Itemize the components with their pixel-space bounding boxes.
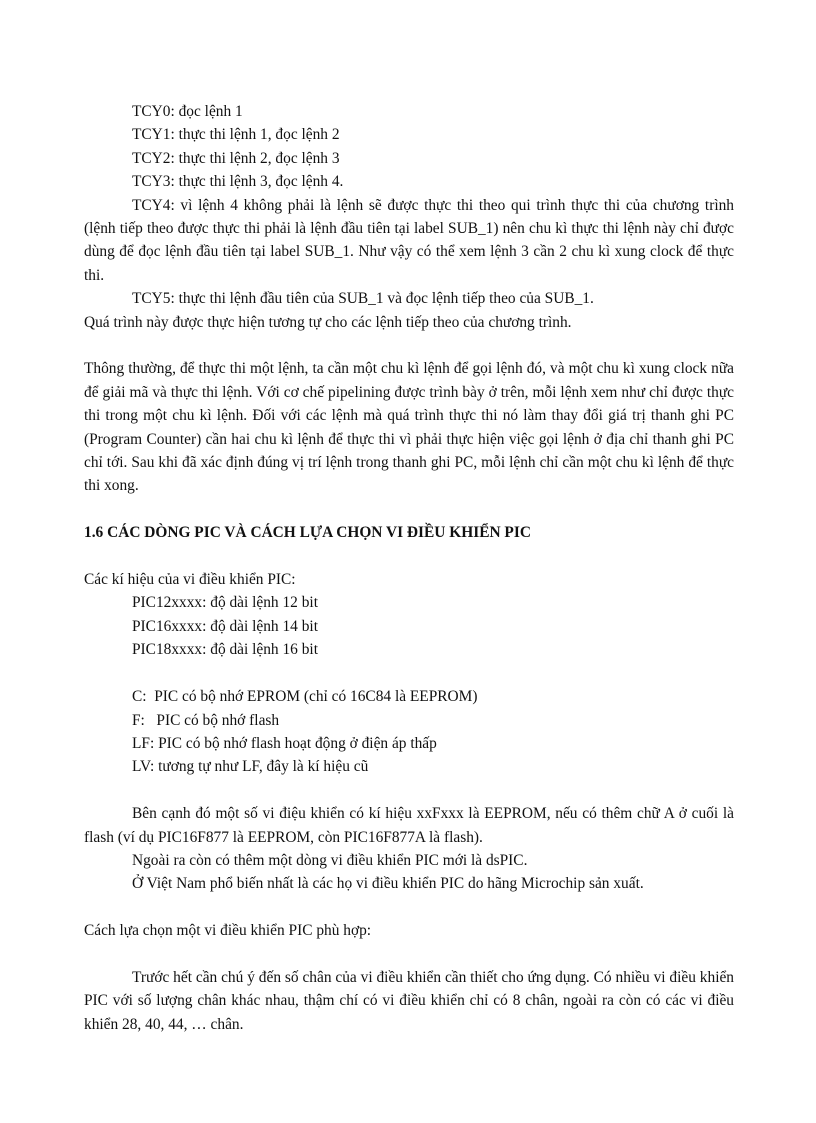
cycle-line-tcy2: TCY2: thực thi lệnh 2, đọc lệnh 3 [132,149,340,167]
spacer [84,498,734,521]
cycle-line-tcy0: TCY0: đọc lệnh 1 [132,103,243,120]
symbols-intro: Các kí hiệu của vi điều khiển PIC: [84,571,296,589]
spacer [84,662,734,685]
cycle-line-tcy5: TCY5: thực thi lệnh đầu tiên của SUB_1 và đọc lệnh tiếp theo của SUB_1. [132,290,594,308]
memory-type-f: F: PIC có bộ nhớ flash [132,711,280,729]
pipeline-paragraph: Thông thường, để thực thi một lệnh, ta cần một chu kì lệnh để gọi lệnh đó, và một chu kì xung clock nữa để giải mã và thực thi lệnh. Với cơ chế pipelining được trình bày ở trên, mỗi lệnh xem như chỉ được thực thi trong một chu kì lệnh. Đối với các lệnh mà quá trình thực thi nó làm thay đổi giá trị thanh ghi PC (Program Counter) cần hai chu kì lệnh để thực thi vì phải thực hiện việc gọi lệnh ở địa chỉ thanh ghi PC chỉ tới. Sau khi đã xác định đúng vị trí lệnh trong thanh ghi PC, mỗi lệnh chỉ cần một chu kì lệnh để thực thi xong. [84,360,734,495]
spacer [84,943,734,966]
cycle-line-tcy1: TCY1: thực thi lệnh 1, đọc lệnh 2 [132,126,340,144]
spacer [84,334,734,357]
cycle-line-tcy3: TCY3: thực thi lệnh 3, đọc lệnh 4. [132,173,344,191]
spacer [84,779,734,802]
memory-type-lv: LV: tương tự như LF, đây là kí hiệu cũ [132,758,369,776]
dspic-line: Ngoài ra còn có thêm một dòng vi điều khiển PIC mới là dsPIC. [132,851,528,869]
spacer [84,545,734,568]
document-page [84,100,734,1036]
symbol-item-pic12: PIC12xxxx: độ dài lệnh 12 bit [132,594,318,612]
pins-paragraph: Trước hết cần chú ý đến số chân của vi điều khiển cần thiết cho ứng dụng. Có nhiều vi điều khiển PIC với số lượng chân khác nhau, thậm chí có vi điều khiển chỉ có 8 chân, ngoài ra còn có các vi điều khiển 28, 40, 44, … chân. [84,968,734,1033]
symbol-item-pic18: PIC18xxxx: độ dài lệnh 16 bit [132,641,318,659]
selection-intro: Cách lựa chọn một vi điều khiển PIC phù hợp: [84,922,372,940]
memory-type-c: C: PIC có bộ nhớ EPROM (chỉ có 16C84 là EEPROM) [132,688,478,706]
spacer [84,896,734,919]
process-note: Quá trình này được thực hiện tương tự cho các lệnh tiếp theo của chương trình. [84,313,572,331]
memory-type-lf: LF: PIC có bộ nhớ flash hoạt động ở điện áp thấp [132,734,437,752]
symbol-item-pic16: PIC16xxxx: độ dài lệnh 14 bit [132,617,318,635]
tcy4-paragraph: TCY4: vì lệnh 4 không phải là lệnh sẽ được thực thi theo qui trình thực thi của chương trình (lệnh tiếp theo được thực thi phải là lệnh đầu tiên tại label SUB_1) nên chu kì thực thi lệnh này chỉ được dùng để đọc lệnh đầu tiên tại label SUB_1. Như vậy có thể xem lệnh 3 cần 2 chu kì xung clock để thực thi. [84,196,734,284]
eeprom-paragraph: Bên cạnh đó một số vi điệu khiển có kí hiệu xxFxxx là EEPROM, nếu có thêm chữ A ở cuối là flash (ví dụ PIC16F877 là EEPROM, còn PIC16F877A là flash). [84,805,734,846]
section-heading: 1.6 CÁC DÒNG PIC VÀ CÁCH LỰA CHỌN VI ĐIỀU KHIỂN PIC [84,524,531,542]
vietnam-line: Ở Việt Nam phổ biến nhất là các họ vi điều khiển PIC do hãng Microchip sản xuất. [132,875,644,893]
